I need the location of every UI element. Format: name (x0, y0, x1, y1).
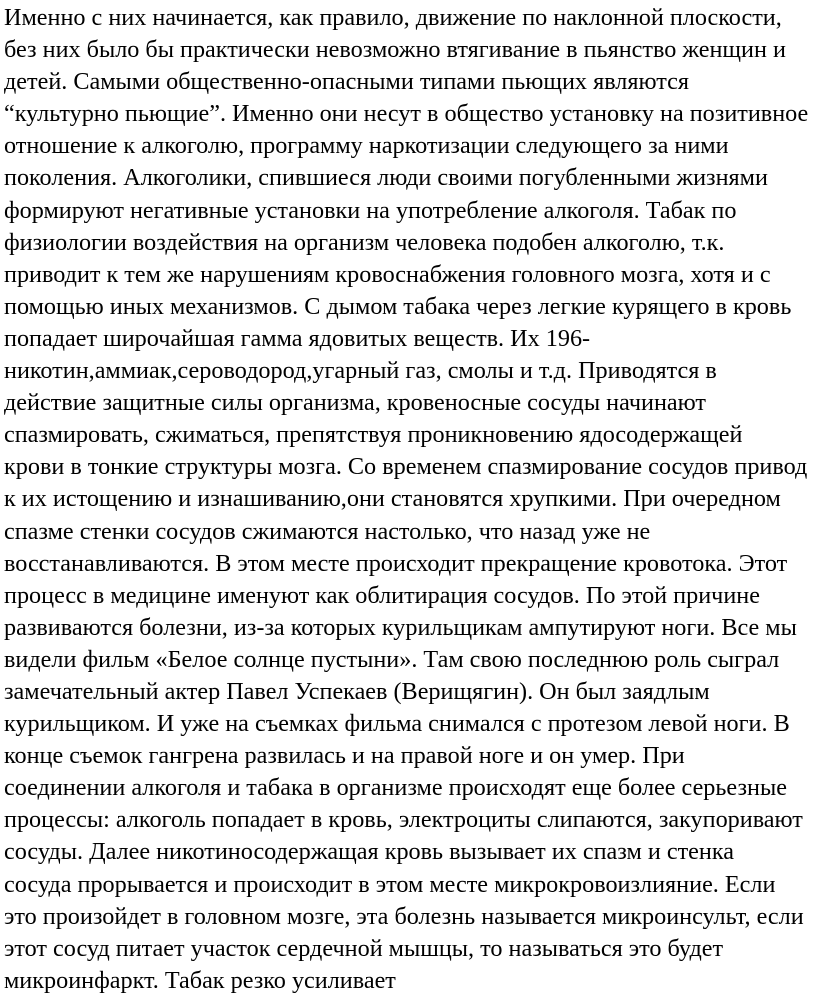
text-line: конце съемок гангрена развилась и на правой ноге и он умер. При (4, 742, 685, 770)
body-paragraph (4, 2, 816, 997)
text-line: замечательный актер Павел Успекаев (Верищягин). Он был заядлым (4, 677, 710, 705)
text-line: Именно с них начинается, как правило, движение по наклонной плоскости, (4, 4, 782, 31)
text-line: помощью иных механизмов. С дымом табака через легкие курящего в кровь (4, 292, 792, 320)
text-line: соединении алкоголя и табака в организме происходят еще более серьезные (4, 774, 787, 802)
text-line: это произойдет в головном мозге, эта болезнь называется микроинсульт, если (4, 902, 804, 930)
text-line: процессы: алкоголь попадает в кровь, электроциты слипаются, закупоривают (4, 806, 803, 834)
text-line: крови в тонкие структуры мозга. Со временем спазмирование сосудов привод (4, 453, 808, 481)
text-line: к их истощению и изнашиванию,они становятся хрупкими. При очередном (4, 485, 781, 513)
text-line: сосуда прорывается и происходит в этом месте микрокровоизлияние. Если (4, 870, 776, 898)
text-line: сосуды. Далее никотиносодержащая кровь вызывает их спазм и стенка (4, 838, 734, 866)
text-line: формируют негативные установки на употребление алкоголя. Табак по (4, 196, 737, 224)
text-line: спазме стенки сосудов сжимаются настолько, что назад уже не (4, 517, 651, 545)
text-line: действие защитные силы организма, кровеносные сосуды начинают (4, 389, 706, 417)
text-line: “культурно пьющие”. Именно они несут в общество установку на позитивное (4, 100, 809, 128)
text-line: приводит к тем же нарушениям кровоснабжения головного мозга, хотя и с (4, 260, 771, 288)
text-line: процесс в медицине именуют как облитирация сосудов. По этой причине (4, 581, 760, 609)
text-line: восстанавливаются. В этом месте происходит прекращение кровотока. Этот (4, 549, 788, 577)
text-line: развиваются болезни, из-за которых курильщикам ампутируют ноги. Все мы (4, 613, 797, 641)
text-line: физиологии воздействия на организм человека подобен алкоголю, т.к. (4, 228, 725, 256)
text-line: никотин,аммиак,сероводород,угарный газ, смолы и т.д. Приводятся в (4, 357, 717, 385)
text-line: без них было бы практически невозможно втягивание в пьянство женщин и (4, 36, 786, 64)
text-line: отношение к алкоголю, программу наркотизации следующего за ними (4, 132, 729, 160)
text-line: микроинфаркт. Табак резко усиливает (4, 966, 396, 994)
text-line: детей. Самыми общественно-опасными типами пьющих являются (4, 68, 689, 96)
text-line: курильщиком. И уже на съемках фильма снимался с протезом левой ноги. В (4, 710, 790, 738)
text-line: попадает широчайшая гамма ядовитых веществ. Их 196- (4, 324, 591, 352)
text-line: поколения. Алкоголики, спившиеся люди своими погубленными жизнями (4, 164, 768, 192)
text-line: спазмировать, сжиматься, препятствуя проникновению ядосодержащей (4, 421, 743, 449)
text-line: этот сосуд питает участок сердечной мышцы, то называться это будет (4, 934, 724, 962)
text-line: видели фильм «Белое солнце пустыни». Там свою последнюю роль сыграл (4, 645, 780, 673)
